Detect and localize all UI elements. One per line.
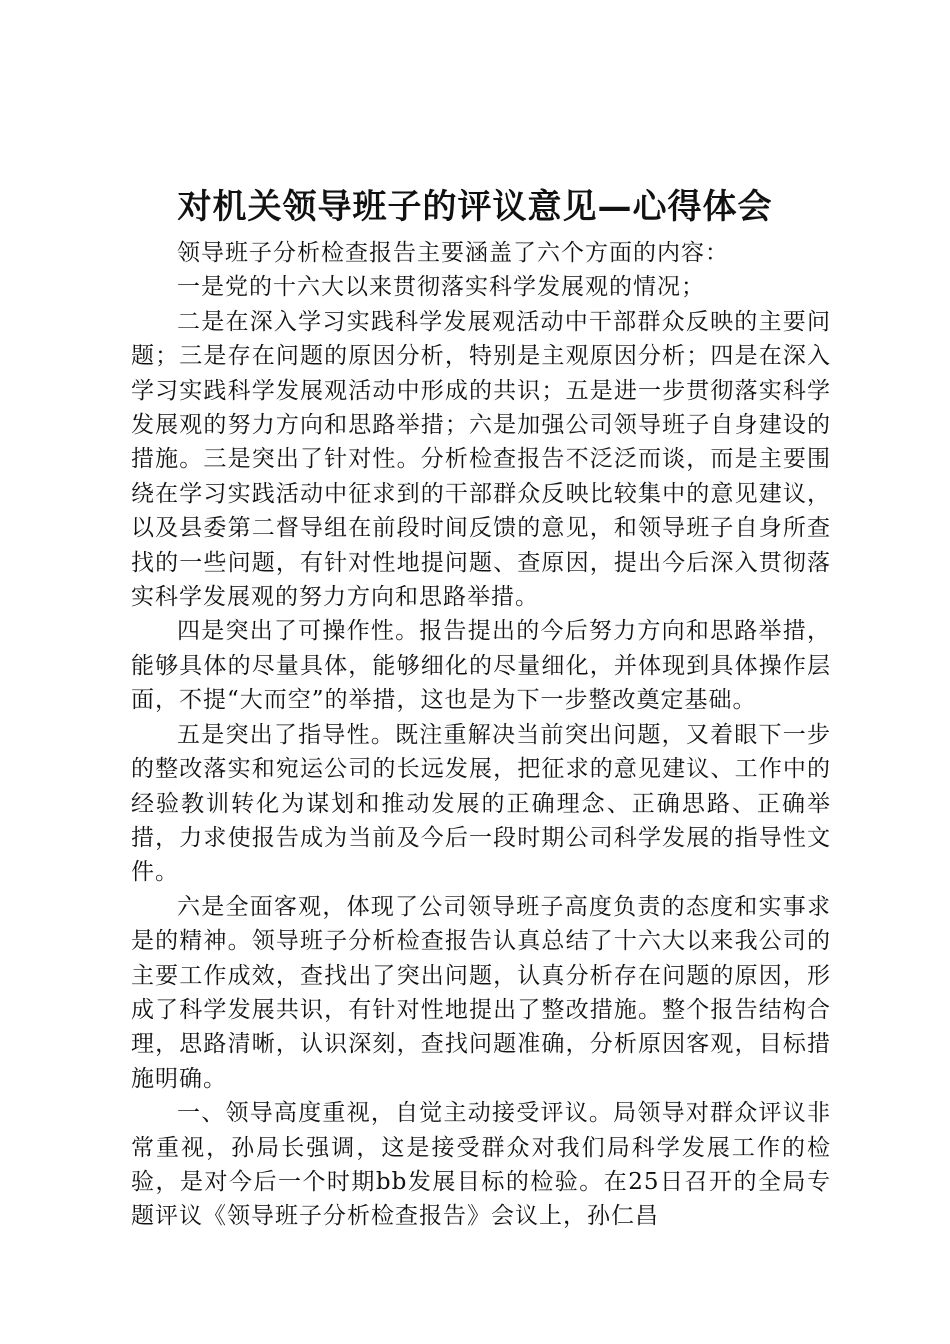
document-body	[131, 236, 831, 1234]
paragraph: 领导班子分析检查报告主要涵盖了六个方面的内容：	[177, 240, 729, 266]
paragraph: 一、领导高度重视，自觉主动接受评议。局领导对群众评议非常重视，孙局长强调，这是接受群众对我们局科学发展工作的检验，是对今后一个时期bb发展目标的检验。在25日召开的全局专题评议《领导班子分析检查报告》会议上，孙仁昌	[131, 1100, 831, 1230]
paragraph: 一是党的十六大以来贯彻落实科学发展观的情况；	[177, 274, 705, 301]
document-title: 对机关领导班子的评议意见—心得体会	[177, 187, 773, 227]
paragraph: 二是在深入学习实践科学发展观活动中干部群众反映的主要问题；三是存在问题的原因分析，特别是主观原因分析；四是在深入学习实践科学发展观活动中形成的共识；五是进一步贯彻落实科学发展观的努力方向和思路举措；六是加强公司领导班子自身建设的措施。三是突出了针对性。分析检查报告不泛泛而谈，而是主要围绕在学习实践活动中征求到的干部群众反映比较集中的意见建议，以及县委第二督导组在前段时间反馈的意见，和领导班子自身所查找的一些问题，有针对性地提问题、查原因，提出今后深入贯彻落实科学发展观的努力方向和思路举措。	[131, 308, 831, 611]
paragraph: 六是全面客观，体现了公司领导班子高度负责的态度和实事求是的精神。领导班子分析检查报告认真总结了十六大以来我公司的主要工作成效，查找出了突出问题，认真分析存在问题的原因，形成了科学发展共识，有针对性地提出了整改措施。整个报告结构合理，思路清晰，认识深刻，查找问题准确，分析原因客观，目标措施明确。	[131, 893, 831, 1092]
paragraph: 四是突出了可操作性。报告提出的今后努力方向和思路举措，能够具体的尽量具体，能够细化的尽量细化，并体现到具体操作层面，不提“大而空”的举措，这也是为下一步整改奠定基础。	[131, 618, 831, 714]
paragraph: 五是突出了指导性。既注重解决当前突出问题，又着眼下一步的整改落实和宛运公司的长远发展，把征求的意见建议、工作中的经验教训转化为谋划和推动发展的正确理念、正确思路、正确举措，力求使报告成为当前及今后一段时期公司科学发展的指导性文件。	[131, 721, 831, 886]
